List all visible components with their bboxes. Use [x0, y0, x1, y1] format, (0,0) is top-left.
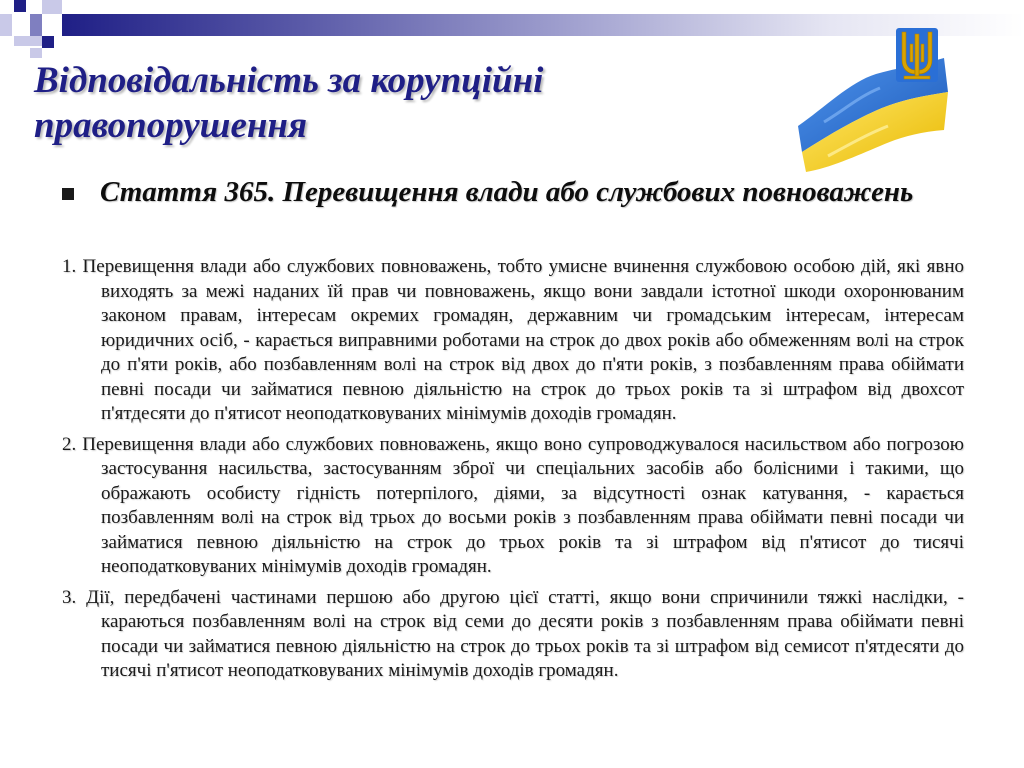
decor-square	[42, 0, 62, 14]
decor-square	[30, 14, 42, 36]
article-body	[62, 255, 964, 690]
article-paragraph: 3. Дії, передбачені частинами першою або другою цієї статті, якщо вони спричинили тяжкі наслідки, - караються позбавленням волі на строк від семи до десяти років з позбавленням права обіймати певні посади чи займатися певною діяльністю на строк до трьох років та зі штрафом від семисот п'ятдесяти до тисячі п'ятисот неоподатковуваних мінімумів доходів громадян.	[62, 586, 964, 681]
ukraine-flag-trident-icon	[784, 22, 960, 174]
square-bullet-icon	[62, 188, 74, 200]
article-paragraph: 2. Перевищення влади або службових повноважень, якщо воно супроводжувалося насильством або погрозою застосування насильства, застосуванням зброї чи спеціальних засобів або болісними і такими, що ображають особисту гідність потерпілого, діями, за відсутності ознак катування, - карається позбавленням волі на строк від трьох до восьми років з позбавленням права обіймати певні посади чи займатися певною діяльністю на строк до трьох років та зі штрафом від п'ятисот до тисячі неоподатковуваних мінімумів доходів громадян.	[62, 433, 964, 577]
article-paragraph: 1. Перевищення влади або службових повноважень, тобто умисне вчинення службовою особою дій, які явно виходять за межі наданих їй прав чи повноважень, якщо вони завдали істотної шкоди охоронюваним законом правам, інтересам окремих громадян, державним чи громадським інтересам, інтересам юридичних осіб, - карається виправними роботами на строк до двох років або обмеженням волі на строк до п'яти років, або позбавленням волі на строк від двох до п'яти років, з позбавленням права обіймати певні посади чи займатися певною діяльністю на строк до трьох років та зі штрафом від двохсот п'ятдесяти до п'ятисот неоподатковуваних мінімумів доходів громадян.	[62, 256, 964, 424]
slide-title: Відповідальність за корупційні правопорушення	[34, 60, 544, 146]
decor-square	[0, 14, 12, 36]
decor-square	[14, 36, 42, 46]
decor-square	[14, 0, 26, 12]
article-heading	[62, 176, 966, 209]
article-heading-text: Стаття 365. Перевищення влади або службових повноважень	[100, 176, 914, 208]
decor-square	[30, 48, 42, 58]
decor-square	[42, 36, 54, 48]
